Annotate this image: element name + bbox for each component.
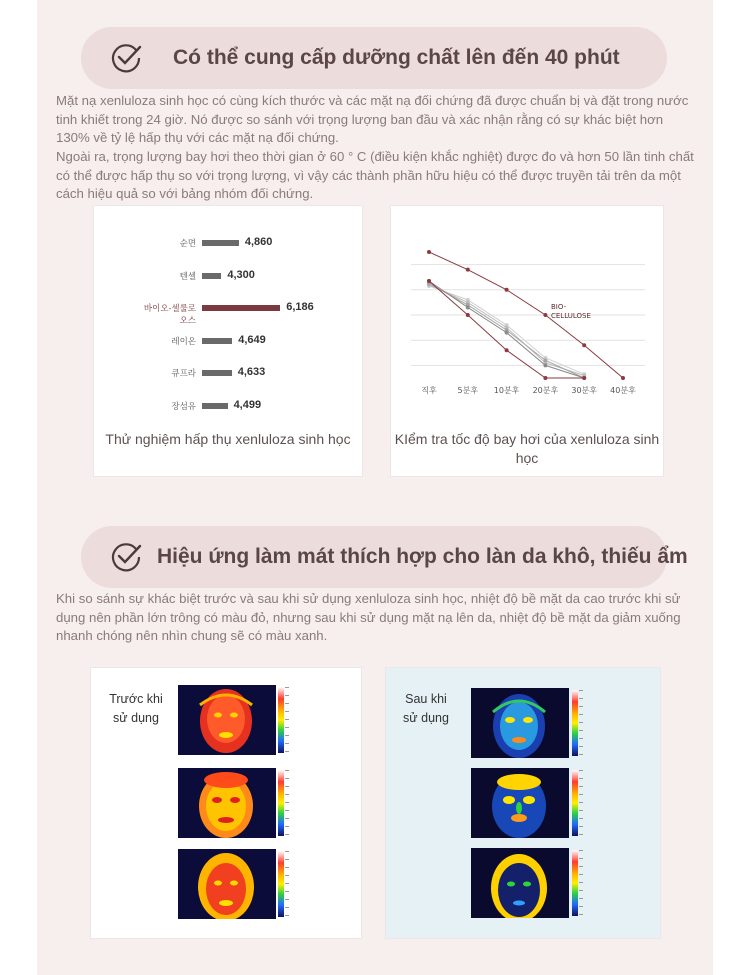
data-point	[621, 376, 625, 380]
x-tick-label: 5분후	[457, 386, 479, 395]
thermal-face-after-2	[471, 768, 569, 838]
data-point	[543, 358, 547, 362]
temperature-scale-after-1	[572, 690, 578, 756]
evaporation-chart-card	[390, 205, 664, 477]
temperature-scale-after-2	[572, 770, 578, 836]
section1-paragraph-2: Ngoài ra, trọng lượng bay hơi theo thời gian ở 60 ° C (điều kiện khắc nghiệt) được đo và hơn 50 lần tinh chất có thể được hấp thụ so với trọng lượng, vì vậy các thành phần hữu hiệu có thể được truyền tải trên da một cách hiệu quả so với bảng nhóm đối chứng.	[56, 149, 694, 202]
temperature-scale-before-3	[278, 851, 284, 917]
data-point	[427, 279, 431, 283]
section1-header	[81, 27, 667, 89]
section2-header	[81, 526, 688, 588]
bar	[202, 240, 239, 246]
absorption-chart-card	[93, 205, 363, 477]
temperature-scale-before-1	[278, 687, 284, 753]
temperature-scale-after-3	[572, 850, 578, 916]
series-annotation: BIO-	[551, 303, 567, 311]
data-point	[543, 363, 547, 367]
x-tick-label: 30분후	[571, 386, 598, 395]
temperature-ticks-after-3	[579, 850, 583, 916]
temperature-ticks-after-1	[579, 690, 583, 756]
data-point	[427, 250, 431, 254]
data-point	[582, 376, 586, 380]
absorption-chart-caption: Thử nghiệm hấp thụ xenluloza sinh học	[105, 431, 351, 447]
check-circle-icon	[109, 41, 143, 75]
evaporation-chart-caption: KIểm tra tốc độ bay hơi của xenluloza sinh học	[394, 431, 660, 466]
thermal-face-before-3	[178, 849, 276, 919]
series-annotation: CELLULOSE	[551, 312, 591, 320]
before-use-label: Trước khi sử dụng	[109, 692, 163, 725]
data-point	[543, 376, 547, 380]
x-tick-label: 20분후	[532, 386, 559, 395]
bar-value-label: 4,300	[227, 268, 255, 281]
bar-value-label: 4,649	[238, 333, 266, 346]
data-point	[505, 348, 509, 352]
bar-category-label: 장섬유	[171, 400, 196, 411]
thermal-face-after-1	[471, 688, 569, 758]
x-tick-label: 10분후	[493, 386, 520, 395]
x-tick-label: 직후	[421, 386, 437, 395]
section2-paragraph: Khi so sánh sự khác biệt trước và sau khi sử dụng xenluloza sinh học, nhiệt độ bề mặt da cao trước khi sử dụng nên phần lớn trông có màu đỏ, nhưng sau khi sử dụng mặt nạ lên da, nhiệt độ bề mặt da giảm xuống nhanh chóng nên nhìn chung sẽ có màu xanh.	[56, 591, 681, 644]
data-point	[466, 313, 470, 317]
after-use-label: Sau khi sử dụng	[403, 692, 449, 725]
bar	[202, 273, 221, 279]
section2-title: Hiệu ứng làm mát thích hợp cho làn da khô, thiếu ẩm	[157, 545, 688, 568]
bar-category-label: 바이오-셀룰로오스	[143, 303, 196, 325]
bar-category-label: 레이온	[171, 335, 196, 346]
bar	[202, 403, 228, 409]
absorption-bar-chart	[94, 206, 364, 421]
temperature-ticks-before-2	[285, 770, 289, 836]
temperature-ticks-before-3	[285, 851, 289, 917]
data-point	[582, 343, 586, 347]
bar-category-label: 텐셀	[179, 270, 196, 281]
evaporation-line-chart	[391, 206, 665, 406]
temperature-scale-before-2	[278, 770, 284, 836]
data-point	[505, 331, 509, 335]
bar-category-label: 순면	[179, 238, 196, 248]
data-point	[543, 313, 547, 317]
bar-value-label: 4,633	[237, 366, 266, 378]
bar-value-label: 6,186	[286, 301, 314, 313]
data-point	[466, 305, 470, 309]
bar	[202, 305, 280, 311]
thermal-face-after-3	[471, 848, 569, 918]
temperature-ticks-after-2	[579, 770, 583, 836]
data-point	[466, 268, 470, 272]
page-background	[37, 0, 713, 975]
thermal-face-before-2	[178, 768, 276, 838]
x-tick-label: 40분후	[610, 386, 636, 395]
bar-value-label: 4,499	[233, 398, 262, 411]
before-use-card	[90, 667, 362, 939]
section1-title: Có thể cung cấp dưỡng chất lên đến 40 phút	[173, 46, 620, 69]
bar-category-label: 큐프라	[171, 368, 196, 378]
after-use-card	[385, 667, 661, 939]
check-circle-icon	[109, 540, 143, 574]
thermal-face-before-1	[178, 685, 276, 755]
temperature-ticks-before-1	[285, 687, 289, 753]
bar	[202, 338, 232, 344]
bar-value-label: 4,860	[244, 236, 273, 248]
bar	[202, 370, 232, 376]
data-point	[505, 288, 509, 292]
section1-paragraph-1: Mặt nạ xenluloza sinh học có cùng kích thước và các mặt nạ đối chứng đã được chuẩn bị và đặt trong nước tinh khiết trong 24 giờ. Nó được so sánh với trọng lượng ban đầu và xác nhận rằng có sự khác biệt hơn 130% về tỷ lệ hấp thụ với các mặt nạ đối chứng.	[56, 93, 689, 146]
